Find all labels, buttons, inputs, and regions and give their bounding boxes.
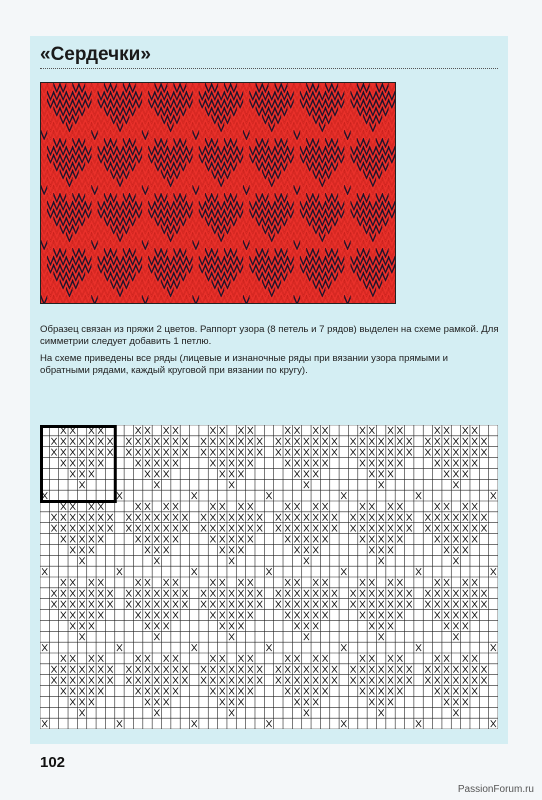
knitting-chart-grid: [40, 425, 498, 729]
knitted-sample-image: [41, 83, 395, 303]
knitting-chart: [40, 425, 498, 729]
watermark: PassionForum.ru: [457, 784, 534, 795]
knitted-sample-photo: [40, 82, 396, 304]
pattern-description: [40, 324, 500, 382]
description-paragraph-1: Образец связан из пряжи 2 цветов. Раппорт узора (8 петель и 7 рядов) выделен на схеме рамкой. Для симметрии следует добавить 1 петлю.: [40, 324, 499, 347]
title-divider: [40, 68, 498, 69]
page-number: 102: [40, 754, 66, 771]
page-title: «Сердечки»: [40, 44, 151, 65]
description-paragraph-2: На схеме приведены все ряды (лицевые и изнаночные ряды при вязании узора прямыми и обратными рядами, каждый круговой при вязании по кругу).: [40, 353, 448, 376]
